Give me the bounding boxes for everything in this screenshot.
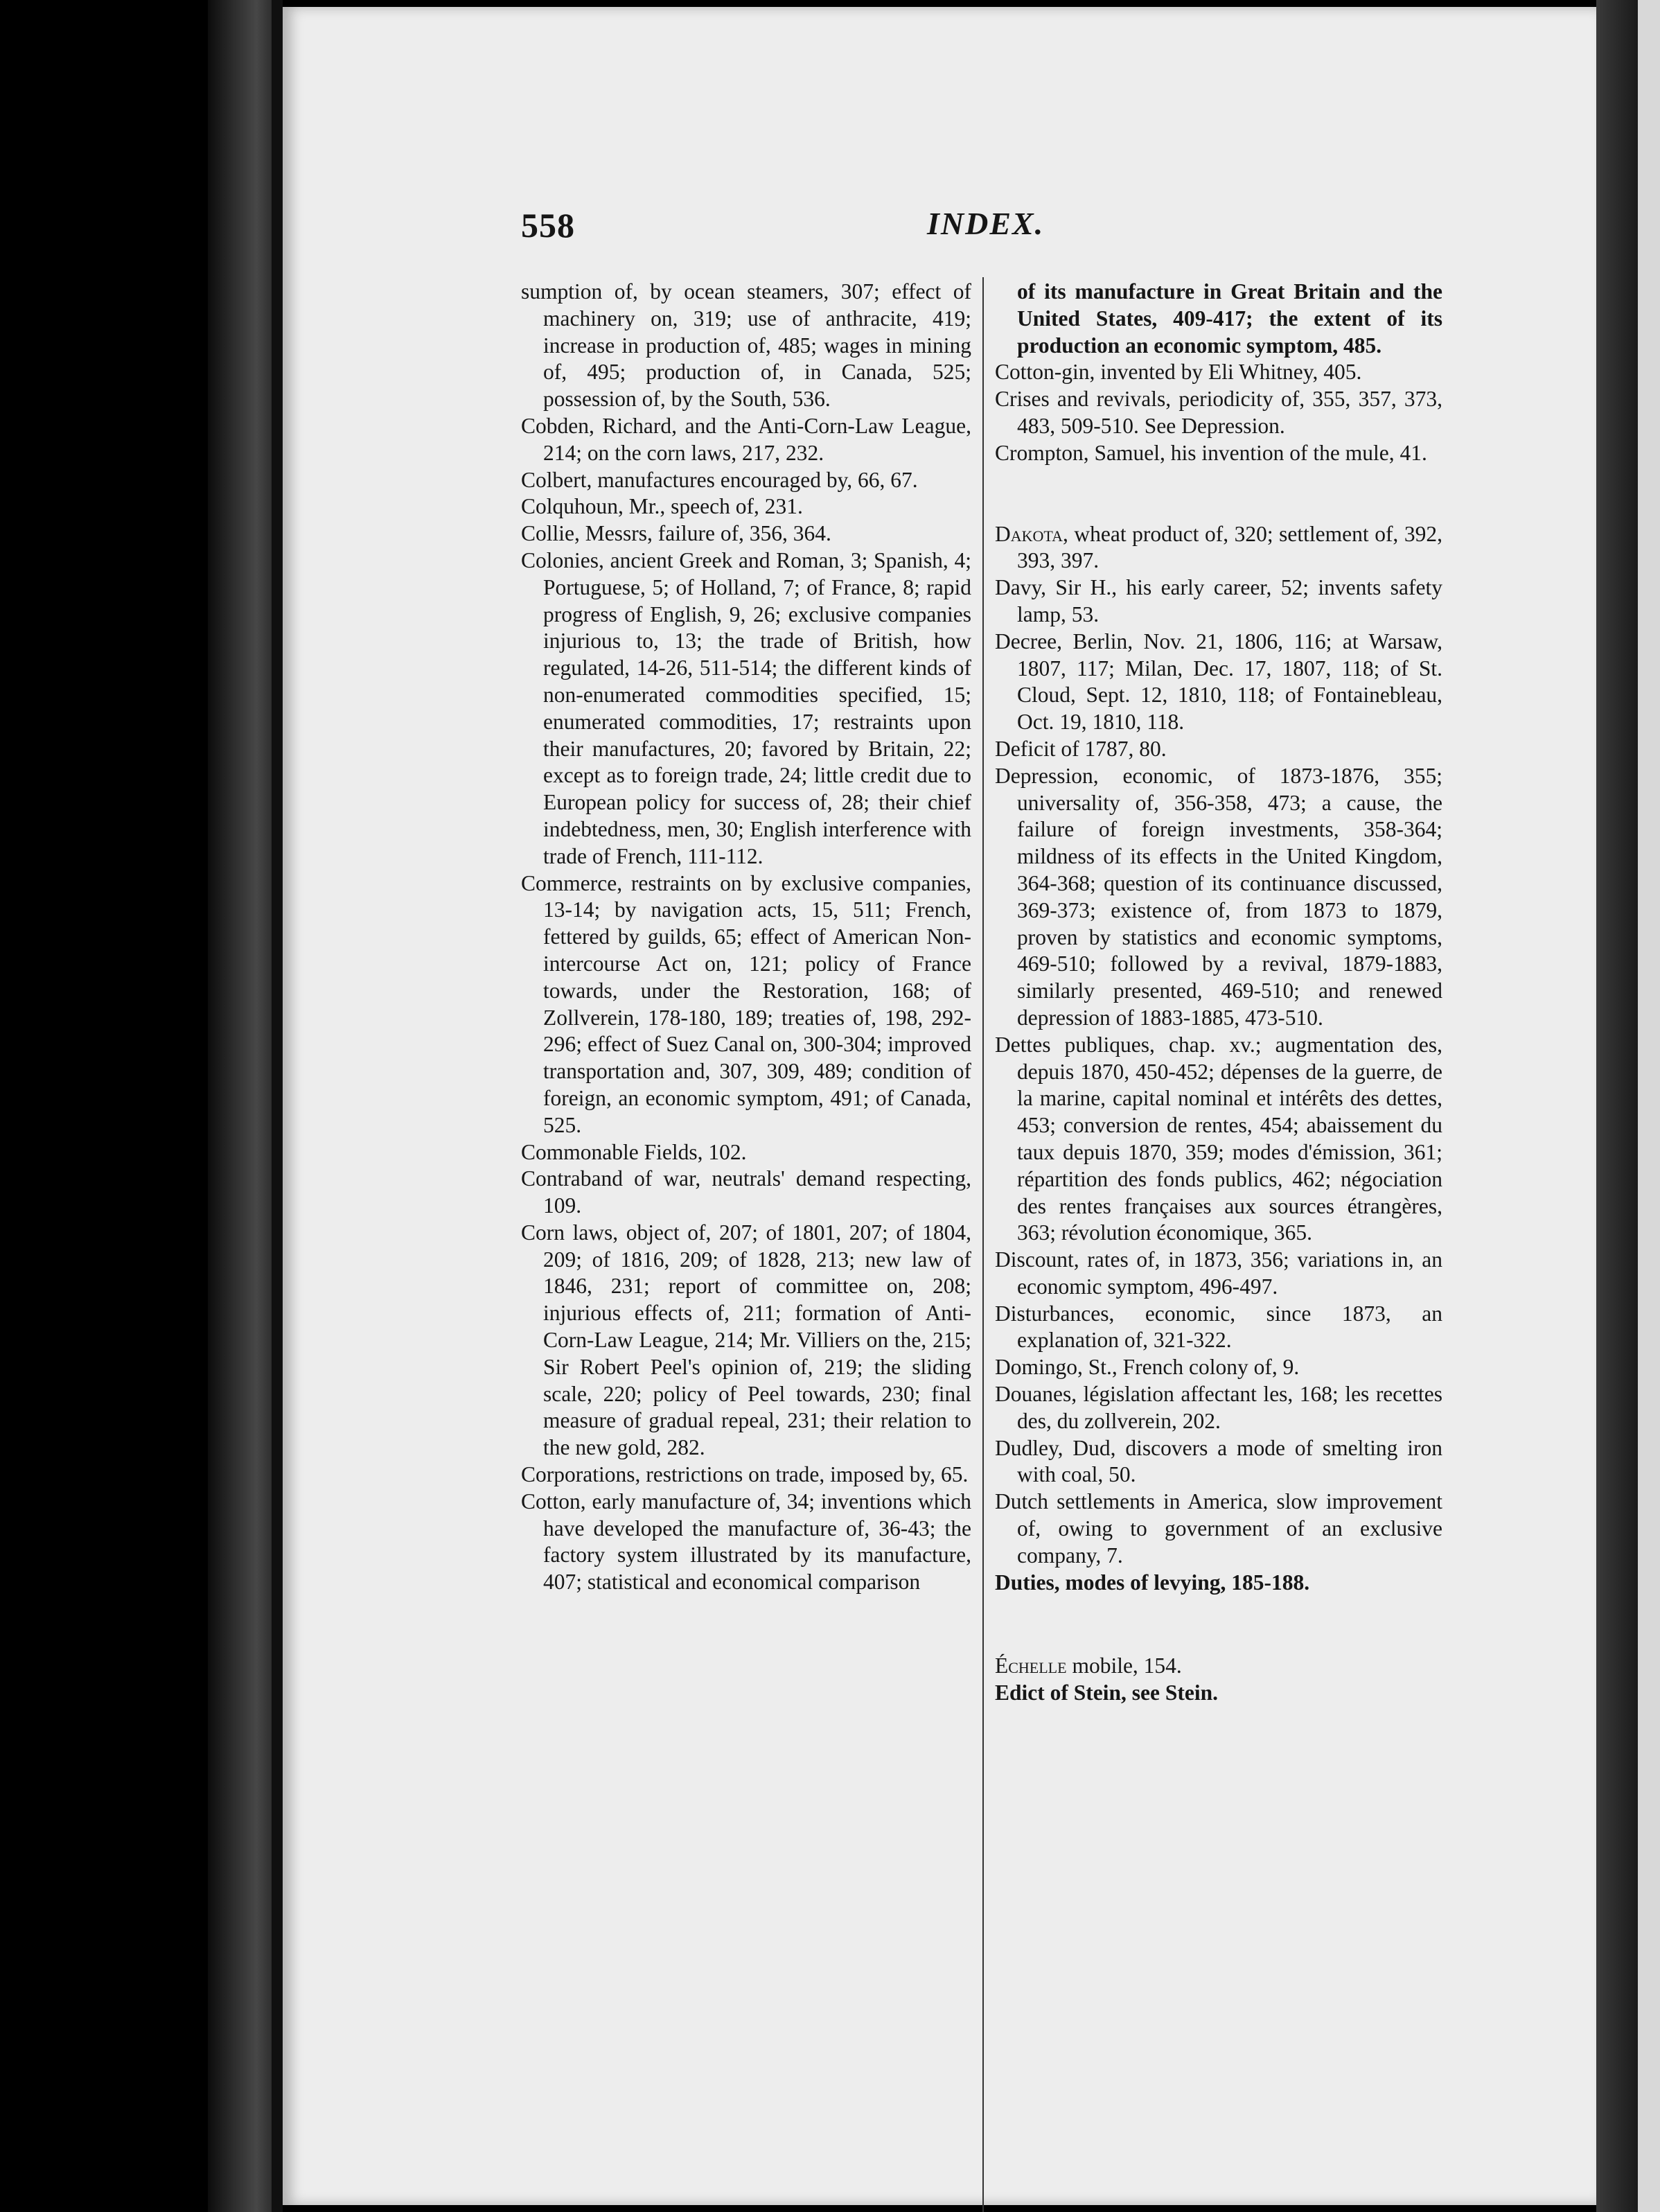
left-column bbox=[521, 279, 971, 1596]
index-entry: Disturbances, economic, since 1873, an explanation of, 321-322. bbox=[995, 1301, 1442, 1353]
index-entry: Corn laws, object of, 207; of 1801, 207; of 1804, 209; of 1816, 209; of 1828, 213; new law of 1846, 231; report of committee on, 208; injurious effects of, 211; formation of Anti-Corn-Law League, 214; Mr. Villiers on the, 215; Sir Robert Peel's opinion of, 219; the sliding scale, 220; policy of Peel towards, 230; final measure of gradual repeal, 231; their relation to the new gold, 282. bbox=[521, 1220, 971, 1460]
section-gap bbox=[995, 1596, 1442, 1653]
section-d-head: Dakota bbox=[995, 521, 1063, 546]
section-e-first-entry bbox=[995, 1653, 1442, 1680]
column-rule bbox=[982, 277, 984, 2212]
section-e-head-rest: mobile, 154. bbox=[1066, 1653, 1182, 1678]
section-d-first-entry bbox=[995, 521, 1442, 575]
index-entry: Douanes, législation affectant les, 168; les recettes des, du zollverein, 202. bbox=[995, 1382, 1442, 1433]
index-entry: Davy, Sir H., his early career, 52; invents safety lamp, 53. bbox=[995, 575, 1442, 626]
index-entry: Decree, Berlin, Nov. 21, 1806, 116; at Warsaw, 1807, 117; Milan, Dec. 17, 1807, 118; of St. Cloud, Sept. 12, 1810, 118; of Fontainebleau, Oct. 19, 1810, 118. bbox=[995, 629, 1442, 735]
index-entry: Edict of Stein, see Stein. bbox=[995, 1680, 1218, 1705]
index-entry: Dudley, Dud, discovers a mode of smelting iron with coal, 50. bbox=[995, 1435, 1442, 1487]
index-entry: Colbert, manufactures encouraged by, 66, 67. bbox=[521, 467, 918, 492]
index-entry: Dettes publiques, chap. xv.; augmentation des, depuis 1870, 450-452; dépenses de la guerre, de la marine, capital nominal et intérêts des dettes, 453; conversion de rentes, 454; abaissement du taux depuis 1870, 359; modes d'émission, 361; répartition des fonds publics, 462; négociation des rentes françaises aux sources étrangères, 363; révolution économique, 365. bbox=[995, 1032, 1442, 1245]
index-entry: Crompton, Samuel, his invention of the mule, 41. bbox=[995, 440, 1427, 465]
next-page-paper bbox=[1638, 0, 1660, 2212]
page-number: 558 bbox=[521, 206, 575, 245]
section-gap bbox=[995, 467, 1442, 521]
index-entry: Cotton-gin, invented by Eli Whitney, 405. bbox=[995, 360, 1362, 385]
index-entry: Commonable Fields, 102. bbox=[521, 1139, 747, 1164]
index-entry: Collie, Messrs, failure of, 356, 364. bbox=[521, 521, 831, 546]
next-page-edge bbox=[1596, 0, 1638, 2212]
index-entry: Cobden, Richard, and the Anti-Corn-Law League, 214; on the corn laws, 217, 232. bbox=[521, 413, 971, 465]
index-entry: Duties, modes of levying, 185-188. bbox=[995, 1570, 1310, 1595]
index-entry: Dutch settlements in America, slow improvement of, owing to government of an exclusive company, 7. bbox=[995, 1489, 1442, 1568]
index-entry: Colquhoun, Mr., speech of, 231. bbox=[521, 494, 803, 519]
index-entry: Domingo, St., French colony of, 9. bbox=[995, 1355, 1300, 1380]
index-entry: Discount, rates of, in 1873, 356; variations in, an economic symptom, 496-497. bbox=[995, 1247, 1442, 1299]
index-entry: Contraband of war, neutrals' demand respecting, 109. bbox=[521, 1166, 971, 1218]
index-entry: Cotton, early manufacture of, 34; inventions which have developed the manufacture of, 36-43; the factory system illustrated by its manufacture, 407; statistical and economical comparison bbox=[521, 1489, 971, 1595]
section-e-head: Échelle bbox=[995, 1653, 1067, 1678]
index-entry: sumption of, by ocean steamers, 307; effect of machinery on, 319; use of anthracite, 419; increase in production of, 485; wages in mining of, 495; production of, in Canada, 525; possession of, by the South, 536. bbox=[521, 279, 971, 412]
index-entry: Commerce, restraints on by exclusive companies, 13-14; by navigation acts, 15, 511; French, fettered by guilds, 65; effect of American Non-intercourse Act on, 121; policy of France towards, under the Restoration, 168; of Zollverein, 178-180, 189; treaties of, 198, 292-296; effect of Suez Canal on, 300-304; improved transportation and, 307, 309, 489; condition of foreign, an economic symptom, 491; of Canada, 525. bbox=[521, 870, 971, 1137]
index-entry: Depression, economic, of 1873-1876, 355; universality of, 356-358, 473; a cause, the failure of foreign investments, 358-364; mildness of its effects in the United Kingdom, 364-368; question of its continuance discussed, 369-373; existence of, from 1873 to 1879, proven by statistics and economic symptoms, 469-510; followed by a revival, 1879-1883, similarly presented, 469-510; and renewed depression of 1883-1885, 473-510. bbox=[995, 763, 1442, 1030]
index-entry: Crises and revivals, periodicity of, 355, 357, 373, 483, 509-510. See Depression. bbox=[995, 387, 1442, 438]
index-entry: Colonies, ancient Greek and Roman, 3; Spanish, 4; Portuguese, 5; of Holland, 7; of France, 8; rapid progress of English, 9, 26; exclusive companies injurious to, 13; the trade of British, how regulated, 14-26, 511-514; the different kinds of non-enumerated commodities specified, 15; enumerated commodities, 17; restraints upon their manufactures, 20; favored by Britain, 22; except as to foreign trade, 24; little credit due to European policy for success of, 28; their chief indebtedness, men, 30; English interference with trade of French, 111-112. bbox=[521, 547, 971, 868]
index-entry: Deficit of 1787, 80. bbox=[995, 736, 1167, 761]
index-entry: Corporations, restrictions on trade, imposed by, 65. bbox=[521, 1462, 969, 1487]
right-column bbox=[995, 279, 1442, 1707]
section-d-head-rest: , wheat product of, 320; settlement of, 392, 393, 397. bbox=[1017, 521, 1442, 573]
spine-edge bbox=[272, 0, 283, 2212]
running-head: INDEX. bbox=[927, 206, 1045, 241]
continued-entry: of its manufacture in Great Britain and the United States, 409-417; the extent of its production an economic symptom, 485. bbox=[1017, 279, 1442, 358]
